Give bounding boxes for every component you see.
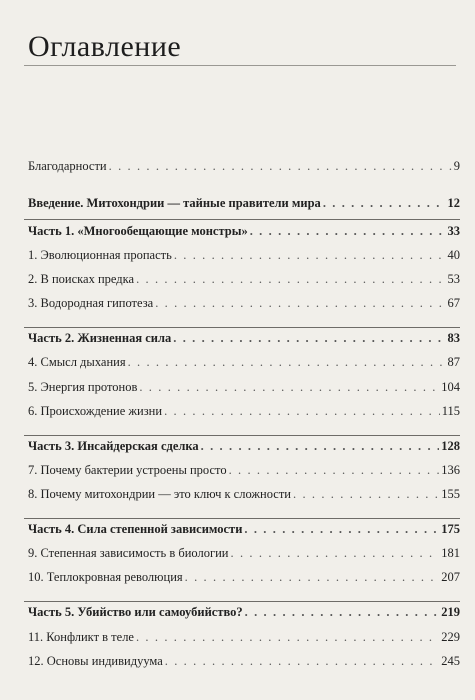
toc-dot-leader bbox=[174, 245, 446, 265]
toc-chapter-entry[interactable] bbox=[28, 269, 460, 289]
toc-entry-label: 7. Почему бактерии устроены просто bbox=[28, 463, 227, 477]
toc-entry-page: 9 bbox=[453, 159, 460, 173]
toc-chapter-entry[interactable] bbox=[28, 352, 460, 372]
toc-part-entry[interactable] bbox=[28, 221, 460, 241]
page-title-text: Оглавление bbox=[28, 30, 182, 63]
toc-entry-page: 207 bbox=[441, 570, 460, 584]
toc-entry-page: 245 bbox=[441, 654, 460, 668]
toc-entry-page: 181 bbox=[441, 546, 460, 560]
toc-part-entry[interactable] bbox=[28, 519, 460, 539]
toc-entry-label: Часть 4. Сила степенной зависимости bbox=[28, 522, 243, 536]
toc-dot-leader bbox=[244, 519, 439, 539]
toc-entry-page: 53 bbox=[447, 272, 460, 286]
section-divider bbox=[24, 219, 460, 220]
toc-entry-page: 229 bbox=[441, 630, 460, 644]
toc-dot-leader bbox=[201, 436, 440, 456]
toc-chapter-entry[interactable] bbox=[28, 484, 460, 504]
toc-entry-label: 8. Почему митохондрии — это ключ к сложности bbox=[28, 487, 291, 501]
toc-entry-page: 33 bbox=[447, 224, 460, 238]
toc-chapter-entry[interactable] bbox=[28, 567, 460, 587]
toc-dot-leader bbox=[173, 328, 445, 348]
toc-chapter-entry[interactable] bbox=[28, 543, 460, 563]
toc-entry-page: 83 bbox=[447, 331, 460, 345]
toc-entry-label: 2. В поисках предка bbox=[28, 272, 135, 286]
toc-entry-page: 87 bbox=[447, 355, 460, 369]
toc-part-entry[interactable] bbox=[28, 328, 460, 348]
toc-dot-leader bbox=[164, 401, 440, 421]
toc-part-entry[interactable] bbox=[28, 602, 460, 622]
toc-entry-page: 136 bbox=[441, 463, 460, 477]
toc-entry-label: 5. Энергия протонов bbox=[28, 380, 138, 394]
toc-dot-leader bbox=[128, 352, 446, 372]
toc-chapter-entry[interactable] bbox=[28, 293, 460, 313]
toc-entry-label: 4. Смысл дыхания bbox=[28, 355, 126, 369]
toc-part-entry[interactable] bbox=[28, 436, 460, 456]
title-rule bbox=[24, 65, 456, 66]
toc-chapter-entry[interactable] bbox=[28, 401, 460, 421]
toc-entry-label: 9. Степенная зависимость в биологии bbox=[28, 546, 229, 560]
toc-chapter-entry[interactable] bbox=[28, 245, 460, 265]
toc-entry-page: 12 bbox=[447, 196, 460, 210]
toc-dot-leader bbox=[165, 651, 439, 671]
toc-entry-label: Часть 2. Жизненная сила bbox=[28, 331, 172, 345]
page-title bbox=[28, 30, 181, 64]
toc-part-entry[interactable] bbox=[28, 193, 460, 213]
toc-dot-leader bbox=[245, 602, 440, 622]
toc-entry-label: 12. Основы индивидуума bbox=[28, 654, 163, 668]
toc-entry-label: 1. Эволюционная пропасть bbox=[28, 248, 172, 262]
toc-chapter-entry[interactable] bbox=[28, 377, 460, 397]
toc-dot-leader bbox=[109, 156, 452, 176]
toc-entry-page: 40 bbox=[447, 248, 460, 262]
toc-chapter-entry[interactable] bbox=[28, 627, 460, 647]
toc-entry-label: Часть 5. Убийство или самоубийство? bbox=[28, 605, 243, 619]
toc-chapter-entry[interactable] bbox=[28, 651, 460, 671]
toc-dot-leader bbox=[136, 627, 439, 647]
toc-dot-leader bbox=[293, 484, 439, 504]
toc-entry-page: 67 bbox=[447, 296, 460, 310]
toc-entry-page: 175 bbox=[441, 522, 460, 536]
toc-entry-label: Часть 3. Инсайдерская сделка bbox=[28, 439, 199, 453]
toc-dot-leader bbox=[229, 460, 440, 480]
toc-entry-label: 11. Конфликт в теле bbox=[28, 630, 134, 644]
toc-dot-leader bbox=[139, 377, 439, 397]
toc-entry-page: 219 bbox=[441, 605, 460, 619]
toc-entry-label: Часть 1. «Многообещающие монстры» bbox=[28, 224, 248, 238]
toc-entry-label: 6. Происхождение жизни bbox=[28, 404, 163, 418]
toc-entry-page: 115 bbox=[441, 404, 460, 418]
toc-entry-label: 10. Теплокровная революция bbox=[28, 570, 183, 584]
toc-dot-leader bbox=[185, 567, 440, 587]
toc-chapter-entry[interactable] bbox=[28, 460, 460, 480]
toc-entry-page: 155 bbox=[441, 487, 460, 501]
toc-entry-label: 3. Водородная гипотеза bbox=[28, 296, 154, 310]
toc-entry-label: Введение. Митохондрии — тайные правители мира bbox=[28, 196, 321, 210]
toc-dot-leader bbox=[231, 543, 440, 563]
toc-dot-leader bbox=[250, 221, 446, 241]
toc-dot-leader bbox=[136, 269, 445, 289]
toc-entry-label: Благодарности bbox=[28, 159, 107, 173]
toc-dot-leader bbox=[155, 293, 445, 313]
toc-entry-page: 128 bbox=[441, 439, 460, 453]
toc-entry-page: 104 bbox=[441, 380, 460, 394]
toc-dot-leader bbox=[323, 193, 446, 213]
toc-chapter-entry[interactable] bbox=[28, 156, 460, 176]
